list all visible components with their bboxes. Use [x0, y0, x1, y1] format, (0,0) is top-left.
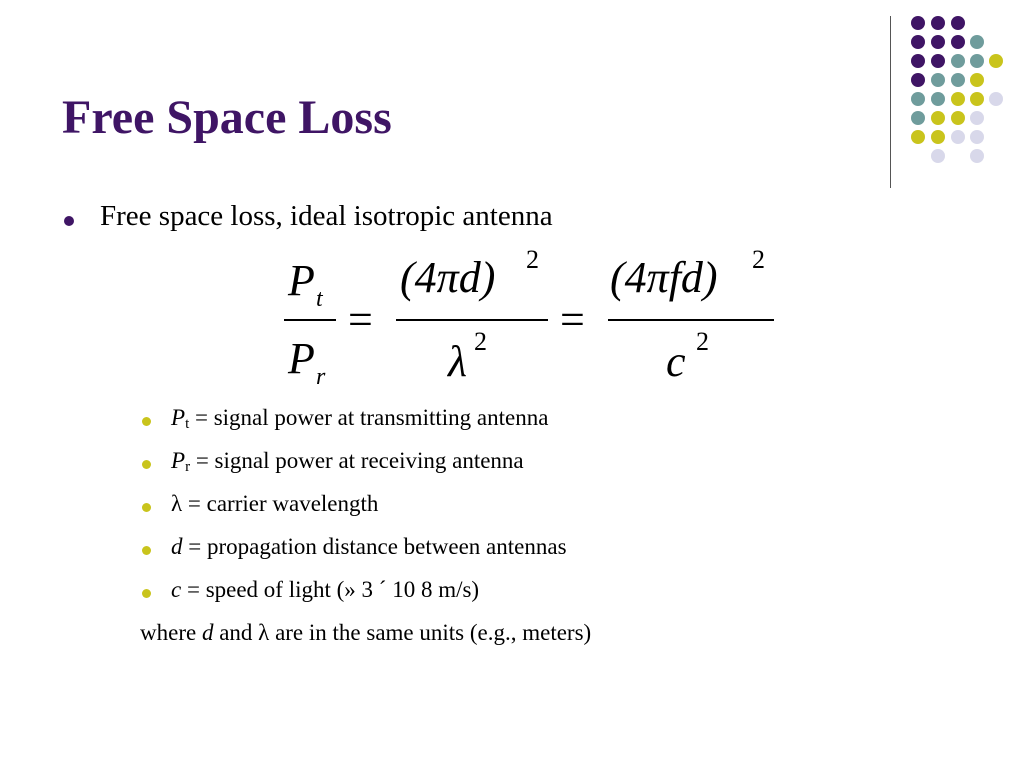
- definition-text: [171, 405, 548, 433]
- dot: [911, 111, 925, 125]
- bullet-dot: [142, 546, 151, 555]
- free-space-loss-formula: [280, 240, 780, 400]
- definition-text: [171, 534, 567, 560]
- main-bullet-text: Free space loss, ideal isotropic antenna: [100, 200, 553, 232]
- definition-symbol: λ: [171, 491, 183, 516]
- definition-meaning: = signal power at transmitting antenna: [189, 405, 549, 430]
- dot: [951, 16, 965, 30]
- units-note: [140, 620, 591, 646]
- dot: [911, 16, 925, 30]
- definition-symbol: d: [171, 534, 183, 559]
- formula-equals-2: =: [560, 295, 585, 344]
- note-symbol-lambda: λ: [258, 620, 270, 645]
- note-part: are in the same units (e.g., meters): [269, 620, 592, 645]
- dot: [951, 35, 965, 49]
- divider-line: [890, 16, 891, 188]
- dot: [970, 35, 984, 49]
- dot: [970, 111, 984, 125]
- definition-symbol: P: [171, 405, 186, 430]
- formula-mid-denominator: λ: [448, 337, 468, 386]
- dot: [951, 54, 965, 68]
- dot: [931, 130, 945, 144]
- dot: [911, 73, 925, 87]
- note-symbol-d: d: [201, 620, 214, 645]
- bullet-dot: [142, 460, 151, 469]
- formula-rhs-numerator: (4πfd): [610, 253, 718, 302]
- formula-mid-numerator: (4πd): [400, 253, 496, 302]
- dot: [931, 92, 945, 106]
- formula-lhs-denominator-sub: r: [316, 364, 326, 390]
- dot: [911, 92, 925, 106]
- dot: [911, 54, 925, 68]
- definition-text: [171, 491, 378, 517]
- dot: [970, 149, 984, 163]
- dot: [951, 111, 965, 125]
- formula-mid-numerator-sup: 2: [526, 245, 539, 274]
- dot: [970, 130, 984, 144]
- definition-subscript: t: [185, 416, 190, 432]
- formula-lhs-denominator: P: [288, 334, 315, 383]
- definition-meaning: = propagation distance between antennas: [182, 534, 567, 559]
- dot: [970, 92, 984, 106]
- dot: [951, 130, 965, 144]
- slide-title: Free Space Loss: [62, 91, 392, 144]
- formula-lhs-numerator: P: [288, 256, 315, 305]
- definition-text: [171, 448, 524, 476]
- definition-meaning: = speed of light (» 3 ´ 10 8 m/s): [181, 577, 480, 602]
- definition-meaning: = signal power at receiving antenna: [190, 448, 524, 473]
- dot: [931, 35, 945, 49]
- formula-rhs-denominator: c: [666, 337, 686, 386]
- bullet-dot: [142, 589, 151, 598]
- dot: [970, 73, 984, 87]
- definition-text: [171, 577, 479, 603]
- dot: [951, 73, 965, 87]
- dot: [989, 92, 1003, 106]
- formula-mid-denominator-sup: 2: [474, 327, 487, 356]
- definition-subscript: r: [185, 459, 191, 475]
- dot: [931, 73, 945, 87]
- definition-symbol: c: [171, 577, 182, 602]
- dot: [931, 149, 945, 163]
- dot: [931, 54, 945, 68]
- note-part: and: [213, 620, 259, 645]
- dot: [951, 92, 965, 106]
- dot: [911, 35, 925, 49]
- dot: [931, 16, 945, 30]
- dot: [911, 130, 925, 144]
- formula-lhs-numerator-sub: t: [316, 286, 323, 312]
- definition-meaning: = carrier wavelength: [182, 491, 379, 516]
- formula-rhs-numerator-sup: 2: [752, 245, 765, 274]
- bullet-dot: [64, 216, 74, 226]
- dot: [989, 54, 1003, 68]
- bullet-dot: [142, 503, 151, 512]
- formula-equals-1: =: [348, 295, 373, 344]
- note-part: where: [140, 620, 202, 645]
- bullet-dot: [142, 417, 151, 426]
- dot: [970, 54, 984, 68]
- formula-rhs-denominator-sup: 2: [696, 327, 709, 356]
- dot: [931, 111, 945, 125]
- definition-symbol: P: [171, 448, 186, 473]
